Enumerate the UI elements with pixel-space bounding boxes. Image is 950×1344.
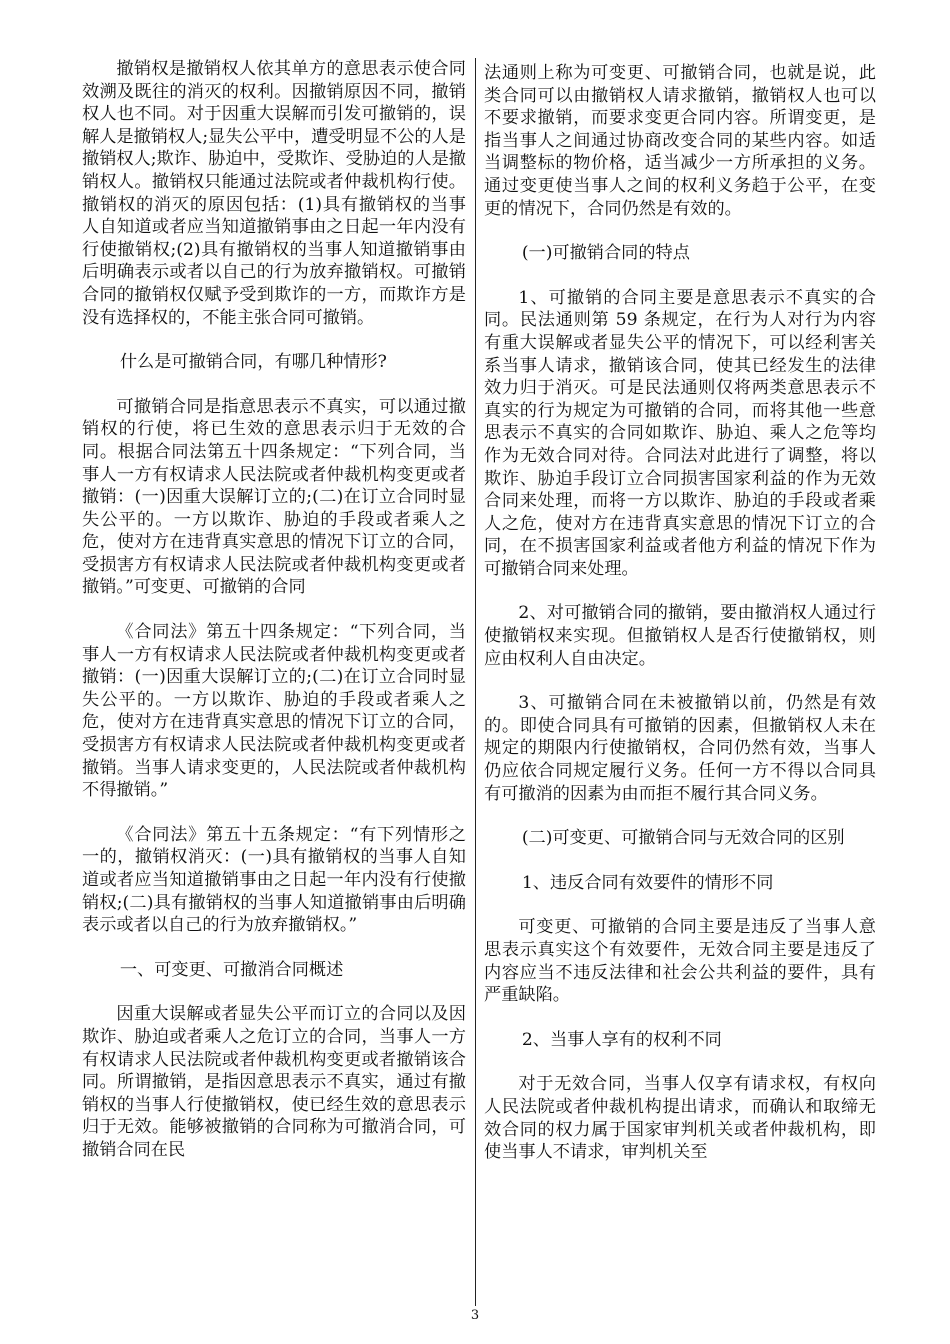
paragraph: 对于无效合同，当事人仅享有请求权，有权向人民法院或者仲裁机构提出请求，而确认和取缔无效合同的权力属于国家审判机关或者仲裁机构，即使当事人不请求，审判机关至 [484, 1074, 876, 1163]
paragraph: 《合同法》第五十四条规定：“下列合同，当事人一方有权请求人民法院或者仲裁机构变更或者撤销：(一)因重大误解订立的;(二)在订立合同时显失公平的。一方以欺诈、胁迫的手段或者乘人之危，使对方在违背真实意思的情况下订立的合同，受损害方有权请求人民法院或者仲裁机构变更或者撤销。当事人请求变更的，人民法院或者仲裁机构不得撤销。” [82, 622, 466, 801]
heading: 2、当事人享有的权利不同 [521, 1029, 722, 1050]
paragraph: 法通则上称为可变更、可撤销合同，也就是说，此类合同可以由撤销权人请求撤销，撤销权人也可以不要求撤销，而要求变更合同内容。所谓变更，是指当事人之间通过协商改变合同的某些内容。如适当调整标的物价格，适当减少一方所承担的义务。通过变更使当事人之间的权利义务趋于公平，在变更的情况下，合同仍然是有效的。 [484, 63, 876, 219]
right-column [484, 62, 876, 1186]
heading: 一、可变更、可撤消合同概述 [119, 959, 344, 980]
paragraph: 可撤销合同是指意思表示不真实，可以通过撤销权的行使，将已生效的意思表示归于无效的合同。根据合同法第五十四条规定：“下列合同，当事人一方有权请求人民法院或者仲裁机构变更或者撤销：(一)因重大误解订立的;(二)在订立合同时显失公平的。一方以欺诈、胁迫的手段或者乘人之危，使对方在违背真实意思的情况下订立的合同，受损害方有权请求人民法院或者仲裁机构变更或者撤销。”可变更、可撤销的合同 [82, 396, 466, 598]
paragraph: 撤销权是撤销权人依其单方的意思表示使合同效溯及既往的消灭的权利。因撤销原因不同，撤销权人也不同。对于因重大误解而引发可撤销的，误解人是撤销权人;显失公平中，遭受明显不公的人是撤销权人;欺诈、胁迫中，受欺诈、受胁迫的人是撤销权人。撤销权只能通过法院或者仲裁机构行使。撤销权的消灭的原因包括：(1)具有撤销权的当事人自知道或者应当知道撤销事由之日起一年内没有行使撤销权;(2)具有撤销权的当事人知道撤销事由后明确表示或者以自己的行为放弃撤销权。可撤销合同的撤销权仅赋予受到欺诈的一方，而欺诈方是没有选择权的，不能主张合同可撤销。 [82, 59, 466, 328]
paragraph: 3、可撤销合同在未被撤销以前，仍然是有效的。即使合同具有可撤销的因素，但撤销权人未在规定的期限内行使撤销权，合同仍然有效，当事人仍应依合同规定履行义务。任何一方不得以合同具有可撤消的因素为由而拒不履行其合同义务。 [484, 693, 876, 804]
paragraph: 因重大误解或者显失公平而订立的合同以及因欺诈、胁迫或者乘人之危订立的合同，当事人一方有权请求人民法院或者仲裁机构变更或者撤销该合同。所谓撤销，是指因意思表示不真实，通过有撤销权的当事人行使撤销权，使已经生效的意思表示归于无效。能够被撤销的合同称为可撤消合同，可撤销合同在民 [82, 1004, 466, 1160]
left-column [82, 58, 466, 1184]
page-number: 3 [470, 1308, 480, 1323]
column-divider [475, 58, 476, 1306]
heading: 什么是可撤销合同，有哪几种情形? [119, 352, 387, 373]
paragraph: 1、可撤销的合同主要是意思表示不真实的合同。民法通则第 59 条规定，在行为人对行为内容有重大误解或者显失公平的情况下，可以经利害关系当事人请求，撤销该合同，使其已经发生的法律效力归于消灭。可是民法通则仅将两类意思表示不真实的行为规定为可撤销的合同，而将其他一些意思表示不真实的合同如欺诈、胁迫、乘人之危等均作为无效合同对待。合同法对此进行了调整，将以欺诈、胁迫手段订立合同损害国家利益的作为无效合同来处理，而将一方以欺诈、胁迫的手段或者乘人之危，使对方在违背真实意思的情况下订立的合同，在不损害国家利益或者他方利益的情况下作为可撤销合同来处理。 [484, 287, 876, 579]
heading: (二)可变更、可撤销合同与无效合同的区别 [521, 828, 845, 849]
heading: 1、违反合同有效要件的情形不同 [521, 872, 774, 893]
paragraph: 《合同法》第五十五条规定：“有下列情形之一的，撤销权消灭：(一)具有撤销权的当事人自知道或者应当知道撤销事由之日起一年内没有行使撤销权;(二)具有撤销权的当事人知道撤销事由后明确表示或者以自己的行为放弃撤销权。” [82, 824, 466, 936]
heading: (一)可撤销合同的特点 [521, 243, 690, 264]
paragraph: 2、对可撤销合同的撤销，要由撤消权人通过行使撤销权来实现。但撤销权人是否行使撤销权，则应由权利人自由决定。 [484, 603, 876, 669]
paragraph: 可变更、可撤销的合同主要是违反了当事人意思表示真实这个有效要件，无效合同主要是违反了内容应当不违反法律和社会公共利益的要件，具有严重缺陷。 [484, 917, 876, 1006]
